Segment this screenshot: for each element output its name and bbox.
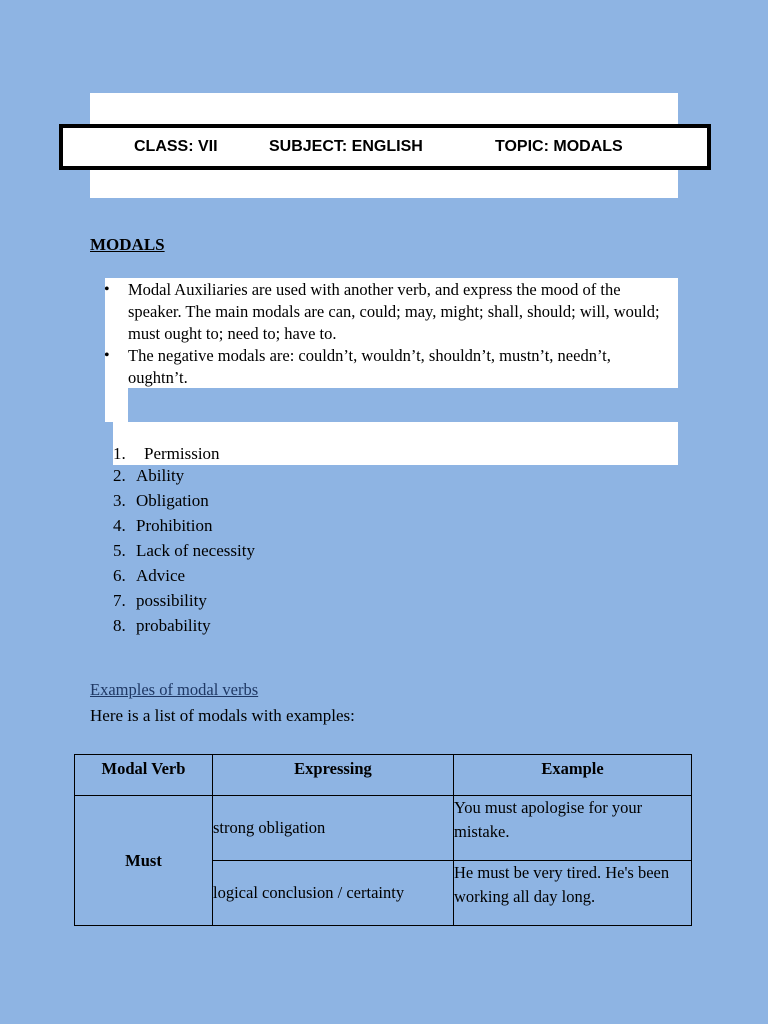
list-item: 2. Ability xyxy=(113,466,185,485)
list-item: 3. Obligation xyxy=(113,491,209,510)
modal-bullet-list xyxy=(104,279,674,389)
bullet-item xyxy=(104,345,674,389)
bullets-highlight-gap xyxy=(105,388,128,422)
header-example: Example xyxy=(454,755,692,796)
header-modal-verb: Modal Verb xyxy=(75,755,213,796)
list-item: 6. Advice xyxy=(113,566,186,585)
examples-link[interactable]: Examples of modal verbs xyxy=(90,680,259,699)
expressing-cell: logical conclusion / certainty xyxy=(213,861,454,926)
example-cell: You must apologise for your mistake. xyxy=(454,796,692,861)
list-item: 7. possibility xyxy=(113,591,207,610)
list-item: 1. Permission xyxy=(113,444,220,463)
header-expressing: Expressing xyxy=(213,755,454,796)
example-cell: He must be very tired. He's been working all day long. xyxy=(454,861,692,926)
table-header-row xyxy=(75,755,692,796)
list-item: 4. Prohibition xyxy=(113,516,213,535)
class-label: CLASS: VII xyxy=(134,138,218,155)
class-header xyxy=(59,124,711,170)
bullet-item xyxy=(104,279,674,345)
bullet-text: The negative modals are: couldn’t, wouldn’t, shouldn’t, mustn’t, needn’t, oughtn’t. xyxy=(128,346,611,387)
modal-examples-table xyxy=(74,754,692,926)
modal-uses-list xyxy=(113,444,255,641)
subject-label: SUBJECT: ENGLISH xyxy=(269,138,423,155)
list-item: 8. probability xyxy=(113,616,211,635)
expressing-cell: strong obligation xyxy=(213,796,454,861)
topic-label: TOPIC: MODALS xyxy=(495,138,623,155)
modal-verb-cell: Must xyxy=(75,796,213,926)
table-row xyxy=(75,796,692,861)
bullet-dot-icon: • xyxy=(104,281,110,298)
bullet-dot-icon: • xyxy=(104,347,110,364)
section-heading: MODALS xyxy=(90,235,165,254)
list-item: 5. Lack of necessity xyxy=(113,541,255,560)
bullet-text: Modal Auxiliaries are used with another verb, and express the mood of the speaker. The main modals are can, could; may, might; shall, should; will, would; must ought to; need to; have to. xyxy=(128,280,660,343)
examples-intro: Here is a list of modals with examples: xyxy=(90,706,355,725)
